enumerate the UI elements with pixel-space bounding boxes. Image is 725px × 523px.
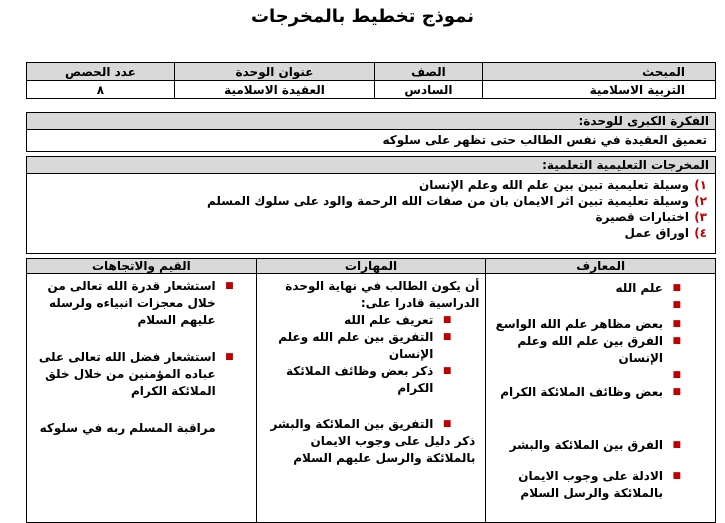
subject-header: المبحث	[482, 63, 715, 81]
outcome-text: اوراق عمل	[624, 226, 689, 240]
bullet-icon: ■	[672, 387, 681, 397]
unit-title-header: عنوان الوحدة	[174, 63, 374, 81]
bullet-icon: ■	[672, 336, 681, 346]
values-header: القيم والاتجاهات	[27, 259, 257, 274]
outcome-number: ٤)	[694, 226, 707, 240]
outcome-text: اختبارات قصيرة	[595, 210, 689, 224]
subject-value: التربية الاسلامية	[482, 81, 715, 99]
skill-item: ■ ذكر بعض وظائف الملائكة الكرام	[285, 364, 452, 395]
skills-intro: أن يكون الطالب في نهاية الوحدة الدراسية قادرا على:	[285, 279, 480, 310]
lessons-count-header: عدد الحصص	[27, 63, 175, 81]
skills-header: المهارات	[256, 259, 486, 274]
bullet-icon: ■	[442, 419, 452, 429]
outcomes-label: المخرجات التعليمية التعلمية:	[27, 157, 715, 174]
skills-column	[256, 274, 486, 523]
knowledge-item	[492, 297, 709, 314]
outcome-item	[27, 209, 707, 225]
knowledge-header: المعارف	[486, 259, 716, 274]
big-idea-text: تعميق العقيدة في نفس الطالب حتى تظهر على سلوكه	[382, 133, 707, 147]
knowledge-item: ■ بعض وظائف الملائكة الكرام	[500, 385, 681, 399]
knowledge-item: ■ الادلة على وجوب الايمان بالملائكة والرسل السلام	[518, 469, 681, 500]
outcome-number: ٢)	[694, 194, 707, 208]
bullet-icon: ■	[672, 370, 681, 380]
knowledge-item: ■ الفرق بين الملائكة والبشر	[509, 438, 681, 452]
bullet-icon: ■	[672, 471, 681, 481]
outcome-number: ٣)	[694, 210, 707, 224]
grade-value: السادس	[375, 81, 483, 99]
value-item: ■ استشعار قدرة الله تعالى من خلال معجزات انبياءه ولرسله عليهم السلام	[47, 279, 234, 327]
knowledge-item	[492, 367, 709, 384]
skill-item: ذكر دليل على وجوب الايمان بالملائكة والرسل عليهم السلام	[293, 434, 476, 465]
bullet-icon: ■	[672, 319, 681, 329]
unit-title-value: العقيدة الاسلامية	[174, 81, 374, 99]
knowledge-item: ■ الفرق بين علم الله وعلم الإنسان	[517, 334, 681, 365]
value-item: ■ استشعار فضل الله تعالى على عباده المؤمنين من خلال خلق الملائكة الكرام	[38, 350, 234, 398]
bullet-icon: ■	[442, 315, 452, 325]
big-idea-label: الفكرة الكبرى للوحدة:	[27, 113, 715, 130]
skill-item: ■ التفريق بين الملائكة والبشر	[270, 417, 452, 431]
bullet-icon: ■	[672, 440, 681, 450]
skill-item: ■ تعريف علم الله	[344, 313, 452, 327]
grade-header: الصف	[375, 63, 483, 81]
unit-info-table	[26, 62, 716, 99]
outcome-text: وسيلة تعليمية تبين اثر الايمان بان من صفات الله الرحمة والود على سلوك المسلم	[206, 194, 689, 208]
outcomes-section	[26, 156, 716, 254]
bullet-icon: ■	[442, 366, 452, 376]
knowledge-column	[486, 274, 716, 523]
bullet-icon: ■	[672, 300, 681, 310]
outcome-item	[27, 193, 707, 209]
outcome-item	[27, 225, 707, 241]
outcome-text: وسيلة تعليمية تبين بين علم الله وعلم الإنسان	[419, 178, 689, 192]
value-item: مراقبة المسلم ربه في سلوكه	[39, 421, 216, 435]
bullet-icon: ■	[225, 352, 234, 362]
knowledge-item: ■ علم الله	[615, 281, 681, 295]
knowledge-item: ■ بعض مظاهر علم الله الواسع	[495, 317, 681, 331]
bullet-icon: ■	[672, 283, 681, 293]
big-idea-section	[26, 112, 716, 152]
bullet-icon: ■	[442, 332, 452, 342]
lessons-count-value: ٨	[27, 81, 175, 99]
values-column	[27, 274, 257, 523]
skill-item: ■ التفريق بين علم الله وعلم الإنسان	[278, 330, 452, 361]
page-title: نموذج تخطيط بالمخرجات	[250, 6, 475, 27]
bullet-icon: ■	[225, 281, 234, 291]
outcome-number: ١)	[694, 178, 707, 192]
outcome-item	[27, 177, 707, 193]
planning-table	[26, 258, 716, 523]
